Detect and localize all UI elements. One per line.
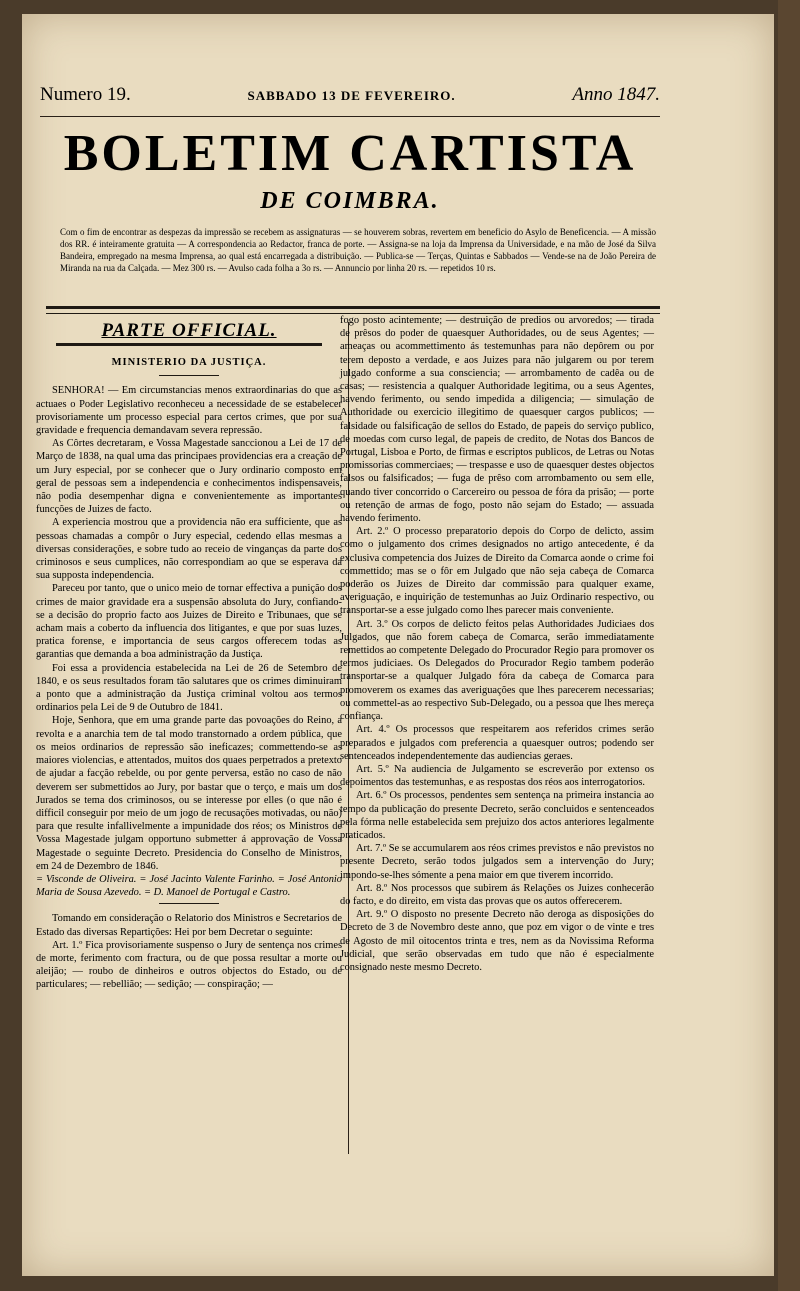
- header-divider: [46, 306, 660, 314]
- issue-year: Anno 1847.: [572, 84, 660, 105]
- ministry-rule: [159, 375, 219, 376]
- article-1-continued: fogo posto acintemente; — destruição de predios ou arvoredos; — tirada de prêsos do poder de quaesquer Authoridades, ou de seus Agentes; — ameaças ou acommettimento ás testemunhas para não depôrem ou por terem deposto a verdade, e aos Juizes para não julgarem ou por terem julgado conforme a sua consciencia; — arrombamento de cadêa ou de casas; — resistencia a qualquer Authoridade legitima, ou a seus Agentes, havendo ferimento, ou sendo impedida a diligencia; — simulação de Authoridade ou exercicio illegitimo de quaesquer cargos publicos; — falsidade ou falsificação de sellos do Estado, de papeis do serviço publico, de moedas com curso legal, de papeis de credito, de Notas dos Bancos de Portugal, Lisboa e Porto, de firmas e escriptos publicos, de Letras ou Notas promissorias commerciaes; — trespasse e uso de quaesquer destes objectos falsos ou falsificados; — fuga de prêso com arrombamento ou sem elle, quando tiver concorrido o Carcereiro ou pessoa de fóra da prisão; — porte ou retenção de armas de fogo, posto não sejam do Estado; — assuada havendo ferimento.: [340, 315, 654, 525]
- signature-rule: [159, 903, 219, 904]
- section-rule: [56, 343, 322, 346]
- issue-date: SABBADO 13 DE FEVEREIRO.: [247, 88, 456, 103]
- article-7: Art. 7.º Se se accumularem aos réos crimes previstos e não previstos no presente Decreto, serão todos julgados sem a intervenção do Jury; impondo-se-lhes sómente a pena maior em que tiverem incorrido.: [340, 843, 654, 881]
- article-5: Art. 5.º Na audiencia de Julgamento se escreverão por extenso os depoimentos das testemunhas, e as respostas dos réos aos interrogatorios.: [340, 763, 654, 789]
- article-1: Art. 1.º Fica provisoriamente suspenso o Jury de sentença nos crimes de morte, ferimento com fractura, ou de que possa resultar a morte ou aleijão; — roubo de dinheiros e outros objectos do Estado, ou de particulares; — rebellião; — sedição; — conspiração; —: [36, 939, 342, 991]
- ministry-heading: MINISTERIO DA JUSTIÇA.: [111, 357, 267, 369]
- article-4: Art. 4.º Os processos que respeitarem aos referidos crimes serão preparados e julgados com preferencia a quaesquer outros; podendo ser sentenceados independentemente das audiencias geraes.: [340, 724, 654, 762]
- paragraph: As Côrtes decretaram, e Vossa Magestade sanccionou a Lei de 17 de Março de 1838, na qual uma das principaes providencias era a creação de um Jury especial, por se conhecer que o Jury ordinario composto em geral de pessoas sem a independencia e conhecimentos indispensaveis, não podia desempenhar digna e convenientemente as importantes funcções de Juizes de facto.: [36, 438, 342, 516]
- article-2: Art. 2.º O processo preparatorio depois do Corpo de delicto, assim como o julgamento dos crimes designados no artigo antecedente, é da exclusiva competencia dos Juizes de Direito da Comarca aonde o crime foi commettido; mas se o fôr em Julgado que não seja cabeça de Comarca poderão os Juizes de Direito dar commissão para qualquer exame, averiguação, e inquirição de testemunhas ao Juiz Ordinario respectivo, ou transportar-se a esse julgado como lhes parecer mais conveniente.: [340, 526, 654, 617]
- masthead-rule: [40, 116, 660, 117]
- right-column: [340, 314, 654, 974]
- paragraph: SENHORA! — Em circumstancias menos extraordinarias do que as actuaes o Poder Legislativo reconheceu a necessidade de se estabelecer provisoriamente um processo especial para certos crimes, que por sua gravidade e frequencia demandavam severa repressão.: [36, 385, 342, 437]
- article-3: Art. 3.º Os corpos de delicto feitos pelas Authoridades Judiciaes dos Julgados, que não forem cabeça de Comarca, serão immediatamente remettidos ao competente Delegado do Procurador Regio para promover os termos judiciaes. Os Delegados do Procurador Regio tambem poderão transportar-se a qualquer Julgado fóra da cabeça de Comarca para promoverem os exames das averiguações que lhes parecerem necessarias; ou commettel-as ao respectivo Sub-Delegado, ou a pessoa que lhes mereça confiança.: [340, 618, 654, 723]
- paragraph: A experiencia mostrou que a providencia não era sufficiente, que as pessoas chamadas a compôr o Jury especial, cedendo ellas mesmas a diversas considerações, e sobre tudo ao receio de vinganças da parte dos criminosos e seus cumplices, não correspondiam ao que se esperava da sua supposta independencia.: [36, 517, 342, 582]
- issue-number: Numero 19.: [40, 84, 131, 105]
- paragraph: Foi essa a providencia estabelecida na Lei de 26 de Setembro de 1840, e os seus resultados foram tão salutares que os crimes diminuiram a ponto que a administração da Justiça criminal voltou aos termos ordinarios pela Lei de 9 de Outubro de 1841.: [36, 662, 342, 714]
- article-9: Art. 9.º O disposto no presente Decreto não deroga as disposições do Decreto de 3 de Novembro deste anno, que poz em vigor o de vinte e tres de Agosto de mil oitocentos trinta e tres, nem as da Novissima Reforma Judicial, que serão observadas em tudo que não é especialmente consignado neste mesmo Decreto.: [340, 909, 654, 973]
- left-column: [36, 320, 342, 992]
- article-6: Art. 6.º Os processos, pendentes sem sentença na primeira instancia ao tempo da publicação do presente Decreto, serão concluidos e sentenceados pela fórma nelle estabelecida sem prejuizo dos actos anteriores legalmente praticados.: [340, 790, 654, 841]
- paragraph: Pareceu por tanto, que o unico meio de tornar effectiva a punição dos crimes de maior gravidade era a suspensão absoluta do Jury, confiando-se a decisão do proprio facto aos Juizes de Direito e Tribunaes, que se acham mais a coberto da influencia dos litigantes, e que por suas luzes, pratica forense, e importancia de seus cargos offerecem todas as garantias que demanda a boa administração da Justiça.: [36, 583, 342, 661]
- article-8: Art. 8.º Nos processos que subirem ás Relações os Juizes conhecerão do facto, e do direito, em vista das provas que os autos offerecerem.: [340, 882, 654, 907]
- page-edge: [778, 0, 800, 1291]
- masthead-line: [40, 84, 660, 106]
- newspaper-title: BOLETIM CARTISTA: [63, 125, 637, 182]
- paragraph: Hoje, Senhora, que em uma grande parte das povoações do Reino, a revolta e a anarchia tem de tal modo transtornado a ordem pública, que os meios ordinarios de repressão são ineficazes; commettendo-se as maiores violencias, e attentados, muitos dos quaes perpetrados a pretexto de ajudar a facção rebelde, ou por gente perversa, estão no caso de não deverem ser submettidos ao Jury, por bastar que o terço, e mais um dos Jurados se tema dos criminosos, ou se interesse por elles (o que não é difficil conseguir por meio de um jogo de recusações motivadas, ou não) para que resulte infallivelmente a impunidade dos réos; os Ministros de Vossa Magestade julgam opportuno submetter á approvação de Vossa Magestade o seguinte Decreto. Presidencia do Conselho de Ministros, em 24 de Dezembro de 1846.: [36, 715, 342, 872]
- decree-intro: Tomando em consideração o Relatorio dos Ministros e Secretarios de Estado das diversas Repartições: Hei por bem Decretar o seguinte:: [36, 913, 342, 938]
- minister-signatures: = Visconde de Oliveira. = José Jacinto Valente Farinho. = José Antonio Maria de Sousa Azevedo. = D. Manoel de Portugal e Castro.: [36, 873, 342, 899]
- subscription-notice: Com o fim de encontrar as despezas da impressão se recebem as assignaturas — se houverem sobras, revertem em beneficio do Asylo de Beneficencia. — A missão dos RR. é inteiramente gratuita — A correspondencia ao Redactor, franca de porte. — Assigna-se na loja da Imprensa da Universidade, e na mão de José da Silva Bandeira, empregado na mesma Imprensa, ao qual está encarregada a distribuição. — Publica-se — Terças, Quintas e Sabbados — Vende-se na de João Pereira de Miranda na rua da Calçada. — Mez 300 rs. — Avulso cada folha a 3o rs. — Annuncio por linha 20 rs. — repetidos 10 rs.: [60, 227, 656, 273]
- newspaper-subtitle: DE COIMBRA.: [260, 188, 440, 214]
- section-title: PARTE OFFICIAL.: [101, 320, 277, 341]
